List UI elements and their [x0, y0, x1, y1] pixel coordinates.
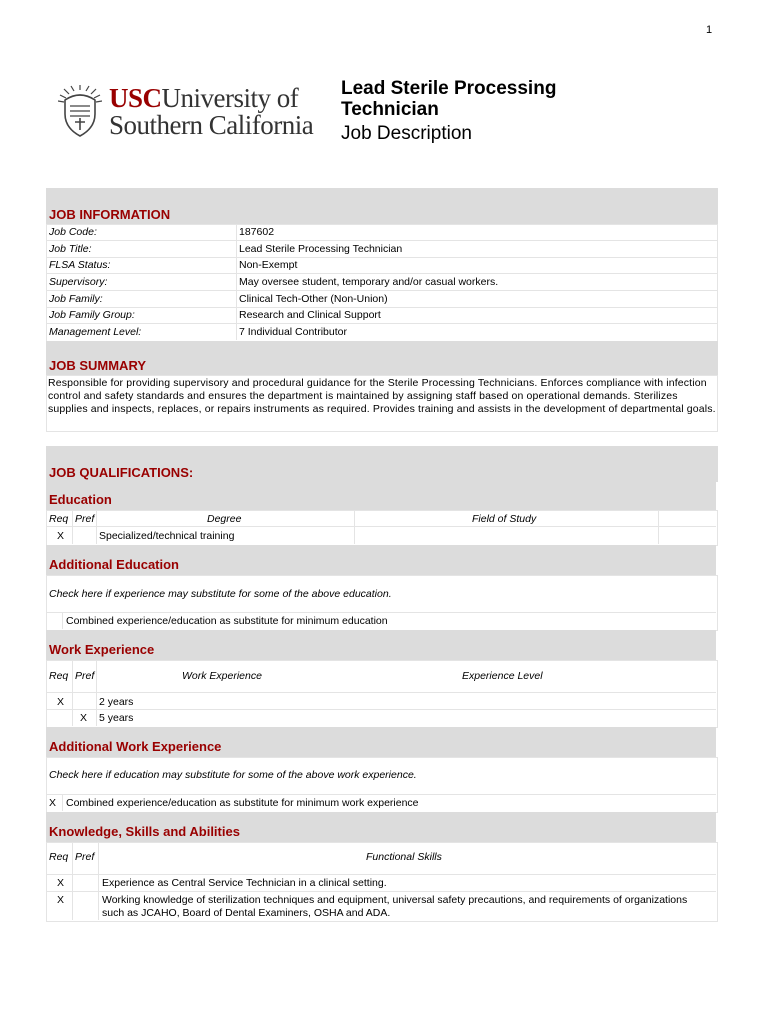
usc-logo: [58, 84, 328, 140]
education-title: Education: [49, 492, 112, 507]
info-row: FLSA Status: Non-Exempt: [46, 257, 718, 274]
additional-education-title: Additional Education: [49, 557, 179, 572]
additional-work-experience-header: [46, 727, 716, 757]
pref-label: Pref: [75, 851, 95, 863]
work-exp-years: 2 years: [99, 696, 134, 708]
additional-work-checkbox[interactable]: X: [49, 797, 57, 809]
job-summary-header: [46, 341, 718, 375]
req-label: Req: [49, 513, 69, 525]
additional-education-check-text: Check here if experience may substitute for some of the above education.: [49, 588, 392, 600]
info-row: Job Family: Clinical Tech-Other (Non-Union): [46, 291, 718, 308]
job-title-heading: Lead Sterile Processing Technician: [341, 78, 557, 120]
work-experience-label: Work Experience: [182, 670, 262, 682]
additional-work-check-text: Check here if education may substitute for some of the above work experience.: [49, 769, 417, 781]
job-summary-text: Responsible for providing supervisory and procedural guidance for the Sterile Processing Technicians. Enforces compliance with infection control and safety standards and ensures the department is maintained by assigning staff based on operational demands. Sterilizes supplies and inspects, replaces, or repairs instruments as required. Provides training and assists in the development of departmental goals.: [48, 377, 716, 415]
functional-skills-label: Functional Skills: [366, 851, 442, 863]
job-description-heading: Job Description: [341, 123, 472, 144]
req-label: Req: [49, 670, 69, 682]
education-header: [46, 482, 716, 510]
work-experience-table: [46, 660, 718, 728]
job-qualifications-title: JOB QUALIFICATIONS:: [49, 465, 194, 480]
pref-label: Pref: [75, 513, 95, 525]
job-information-title: JOB INFORMATION: [49, 207, 171, 222]
req-label: Req: [49, 851, 69, 863]
logo-line2: Southern California: [109, 110, 314, 140]
page-number: 1: [706, 24, 713, 36]
logo-line1: USCUniversity of: [109, 83, 299, 113]
work-exp-req-mark: X: [57, 696, 65, 708]
info-row: Job Family Group: Research and Clinical Support: [46, 307, 718, 324]
info-row: Job Title: Lead Sterile Processing Technician: [46, 241, 718, 258]
info-row: Management Level: 7 Individual Contributor: [49, 326, 347, 338]
field-of-study-label: Field of Study: [472, 513, 537, 525]
education-req-mark: X: [57, 530, 65, 542]
work-experience-header: [46, 630, 716, 660]
education-degree: Specialized/technical training: [99, 530, 235, 542]
job-summary-title: JOB SUMMARY: [49, 358, 147, 373]
ksa-header: [46, 812, 716, 842]
job-information-header: [46, 188, 718, 224]
work-exp-pref-mark: X: [80, 712, 88, 724]
additional-work-option: Combined experience/education as substitute for minimum work experience: [66, 797, 419, 809]
work-experience-title: Work Experience: [49, 642, 155, 657]
info-row: Job Code: 187602: [46, 224, 718, 241]
ksa-skill-text: Working knowledge of sterilization techniques and equipment, universal safety precautions, and requirements of organizations such as JCAHO, Board of Dental Examiners, OSHA and ADA.: [102, 894, 688, 919]
work-exp-years: 5 years: [99, 712, 134, 724]
ksa-skill-text: Experience as Central Service Technician in a clinical setting.: [102, 877, 387, 889]
experience-level-label: Experience Level: [462, 670, 543, 682]
additional-education-option: Combined experience/education as substitute for minimum education: [66, 615, 388, 627]
job-qualifications-header: [46, 446, 718, 482]
ksa-title: Knowledge, Skills and Abilities: [49, 824, 240, 839]
ksa-req-mark: X: [57, 894, 65, 906]
ksa-req-mark: X: [57, 877, 65, 889]
pref-label: Pref: [75, 670, 95, 682]
usc-seal-icon: [58, 84, 102, 138]
additional-education-header: [46, 545, 716, 575]
info-row: Supervisory: May oversee student, temporary and/or casual workers.: [46, 274, 718, 291]
additional-work-experience-title: Additional Work Experience: [49, 739, 222, 754]
degree-label: Degree: [207, 513, 242, 525]
